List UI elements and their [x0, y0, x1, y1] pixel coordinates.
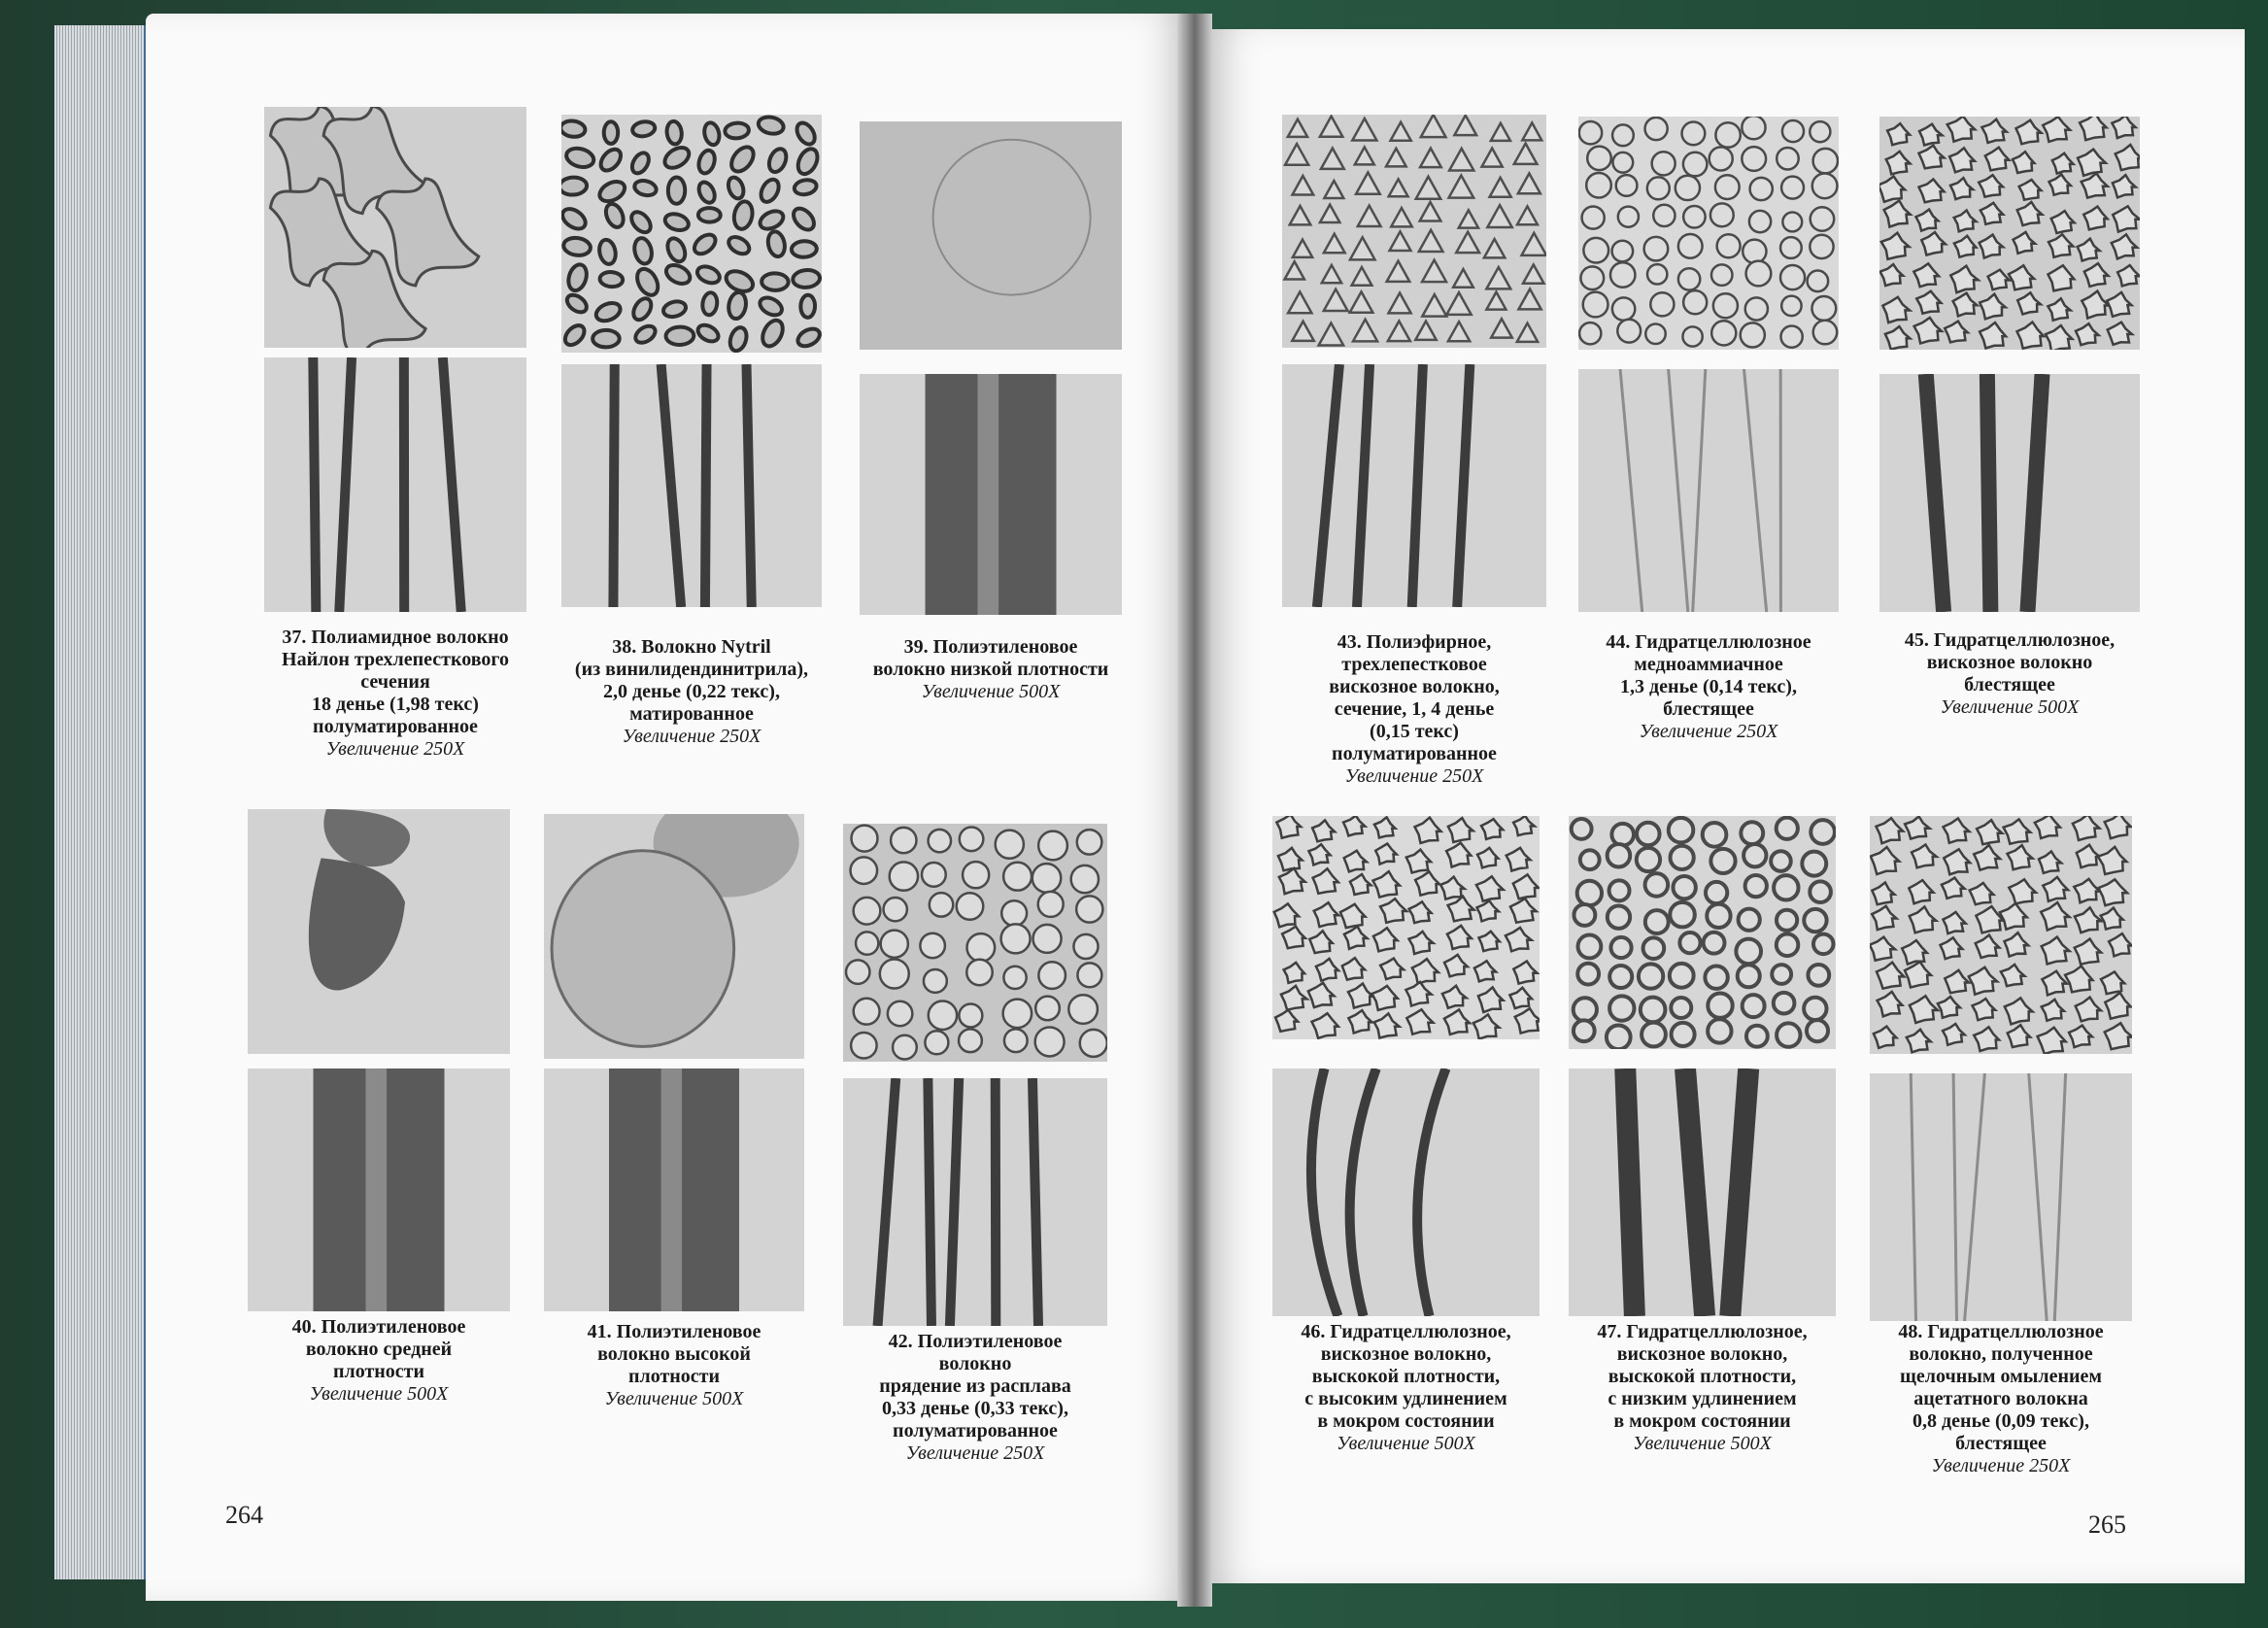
caption-line: с низким удлинением	[1608, 1388, 1797, 1409]
magnification-label: Увеличение 500X	[604, 1388, 744, 1409]
cross-section-photo	[1578, 117, 1839, 350]
longitudinal-photo	[264, 357, 526, 612]
caption-line: матированное	[629, 703, 754, 725]
cross-section-photo	[860, 121, 1122, 350]
longitudinal-photo	[1569, 1068, 1836, 1316]
caption-line: 18 денье (1,98 текс)	[312, 694, 479, 715]
caption-line: блестящее	[1964, 674, 2055, 695]
figure-caption	[1836, 1321, 2166, 1477]
caption-line: в мокром состоянии	[1613, 1410, 1791, 1432]
magnification-label: Увеличение 250X	[1639, 721, 1778, 742]
caption-line: Найлон трехлепесткового	[282, 649, 509, 670]
caption-line: вискозное волокно	[1926, 652, 2093, 673]
caption-line: 46. Гидратцеллюлозное,	[1301, 1321, 1511, 1342]
figure-caption	[810, 1331, 1140, 1465]
figure-caption	[1543, 631, 1874, 743]
figure-caption	[1538, 1321, 1868, 1455]
caption-line: блестящее	[1955, 1433, 2047, 1454]
caption-line: с высоким удлинением	[1304, 1388, 1507, 1409]
caption-line: 0,33 денье (0,33 текс),	[882, 1398, 1068, 1419]
magnification-label: Увеличение 500X	[1940, 696, 2080, 718]
caption-line: 37. Полиамидное волокно	[282, 627, 509, 648]
caption-line: полуматированное	[1332, 743, 1497, 764]
figure-caption	[230, 627, 560, 761]
magnification-label: Увеличение 500X	[921, 681, 1061, 702]
longitudinal-photo	[544, 1068, 804, 1311]
caption-line: (0,15 текс)	[1370, 721, 1459, 742]
magnification-label: Увеличение 250X	[905, 1442, 1045, 1464]
figure-caption	[526, 636, 857, 748]
caption-line: 38. Волокно Nytril	[612, 636, 771, 658]
caption-line: волокно, полученное	[1909, 1343, 2093, 1365]
longitudinal-photo	[1879, 374, 2140, 612]
cross-section-photo	[561, 115, 822, 353]
magnification-label: Увеличение 250X	[622, 726, 762, 747]
caption-line: волокно низкой плотности	[872, 659, 1109, 680]
longitudinal-photo	[561, 364, 822, 607]
cross-section-photo	[1272, 816, 1540, 1039]
caption-line: 43. Полиэфирное,	[1337, 631, 1492, 653]
caption-line: 48. Гидратцеллюлозное	[1898, 1321, 2104, 1342]
caption-line: 2,0 денье (0,22 текс),	[603, 681, 780, 702]
magnification-label: Увеличение 250X	[1931, 1455, 2071, 1476]
caption-line: выскокой плотности,	[1608, 1366, 1797, 1387]
cross-section-photo	[264, 107, 526, 348]
magnification-label: Увеличение 500X	[309, 1383, 449, 1405]
caption-line: трехлепестковое	[1341, 654, 1487, 675]
caption-line: сечение, 1, 4 денье	[1334, 698, 1495, 720]
longitudinal-photo	[1870, 1073, 2132, 1321]
caption-line: волокно	[938, 1353, 1012, 1374]
cross-section-photo	[1282, 115, 1546, 348]
figure-caption	[509, 1321, 839, 1410]
caption-line: волокно средней	[305, 1339, 453, 1360]
magnification-label: Увеличение 250X	[325, 738, 465, 760]
caption-line: вискозное волокно,	[1329, 676, 1500, 697]
longitudinal-photo	[843, 1078, 1107, 1326]
caption-line: прядение из расплава	[879, 1375, 1071, 1397]
figure-caption	[1249, 631, 1579, 788]
caption-line: ацетатного волокна	[1913, 1388, 2088, 1409]
longitudinal-photo	[248, 1068, 510, 1311]
caption-line: 41. Полиэтиленовое	[587, 1321, 762, 1342]
page-number-right: 265	[2088, 1510, 2126, 1539]
caption-line: 0,8 денье (0,09 текс),	[1913, 1410, 2089, 1432]
figure-caption	[826, 636, 1156, 703]
caption-line: 40. Полиэтиленовое	[291, 1316, 466, 1338]
cross-section-photo	[544, 814, 804, 1059]
caption-line: 44. Гидратцеллюлозное	[1606, 631, 1811, 653]
caption-line: полуматированное	[893, 1420, 1058, 1441]
caption-line: полуматированное	[313, 716, 478, 737]
caption-line: волокно высокой	[597, 1343, 751, 1365]
caption-line: щелочным омылением	[1899, 1366, 2102, 1387]
caption-line: 47. Гидратцеллюлозное,	[1597, 1321, 1808, 1342]
caption-line: (из винилидендинитрила),	[574, 659, 809, 680]
figure-caption	[1241, 1321, 1572, 1455]
cross-section-photo	[1870, 816, 2132, 1054]
longitudinal-photo	[1578, 369, 1839, 612]
figure-caption	[1845, 629, 2175, 719]
longitudinal-photo	[860, 374, 1122, 615]
caption-line: выскокой плотности,	[1311, 1366, 1501, 1387]
longitudinal-photo	[1282, 364, 1546, 607]
magnification-label: Увеличение 500X	[1337, 1433, 1475, 1454]
page-number-left: 264	[225, 1501, 263, 1529]
caption-line: 39. Полиэтиленовое	[903, 636, 1078, 658]
caption-line: вискозное волокно,	[1616, 1343, 1788, 1365]
caption-line: медноаммиачное	[1634, 654, 1783, 675]
caption-line: сечения	[360, 671, 430, 693]
book-gutter	[1177, 14, 1212, 1607]
cross-section-photo	[248, 809, 510, 1054]
magnification-label: Увеличение 250X	[1344, 765, 1484, 787]
caption-line: 1,3 денье (0,14 текс),	[1620, 676, 1797, 697]
caption-line: плотности	[332, 1361, 425, 1382]
caption-line: 42. Полиэтиленовое	[888, 1331, 1063, 1352]
caption-line: вискозное волокно,	[1320, 1343, 1492, 1365]
cross-section-photo	[1879, 117, 2140, 350]
caption-line: блестящее	[1663, 698, 1754, 720]
caption-line: плотности	[627, 1366, 721, 1387]
magnification-label: Увеличение 500X	[1633, 1433, 1772, 1454]
cross-section-photo	[1569, 816, 1836, 1049]
figure-caption	[214, 1316, 544, 1406]
caption-line: в мокром состоянии	[1317, 1410, 1495, 1432]
longitudinal-photo	[1272, 1068, 1540, 1316]
caption-line: 45. Гидратцеллюлозное,	[1904, 629, 2116, 651]
cross-section-photo	[843, 824, 1107, 1062]
